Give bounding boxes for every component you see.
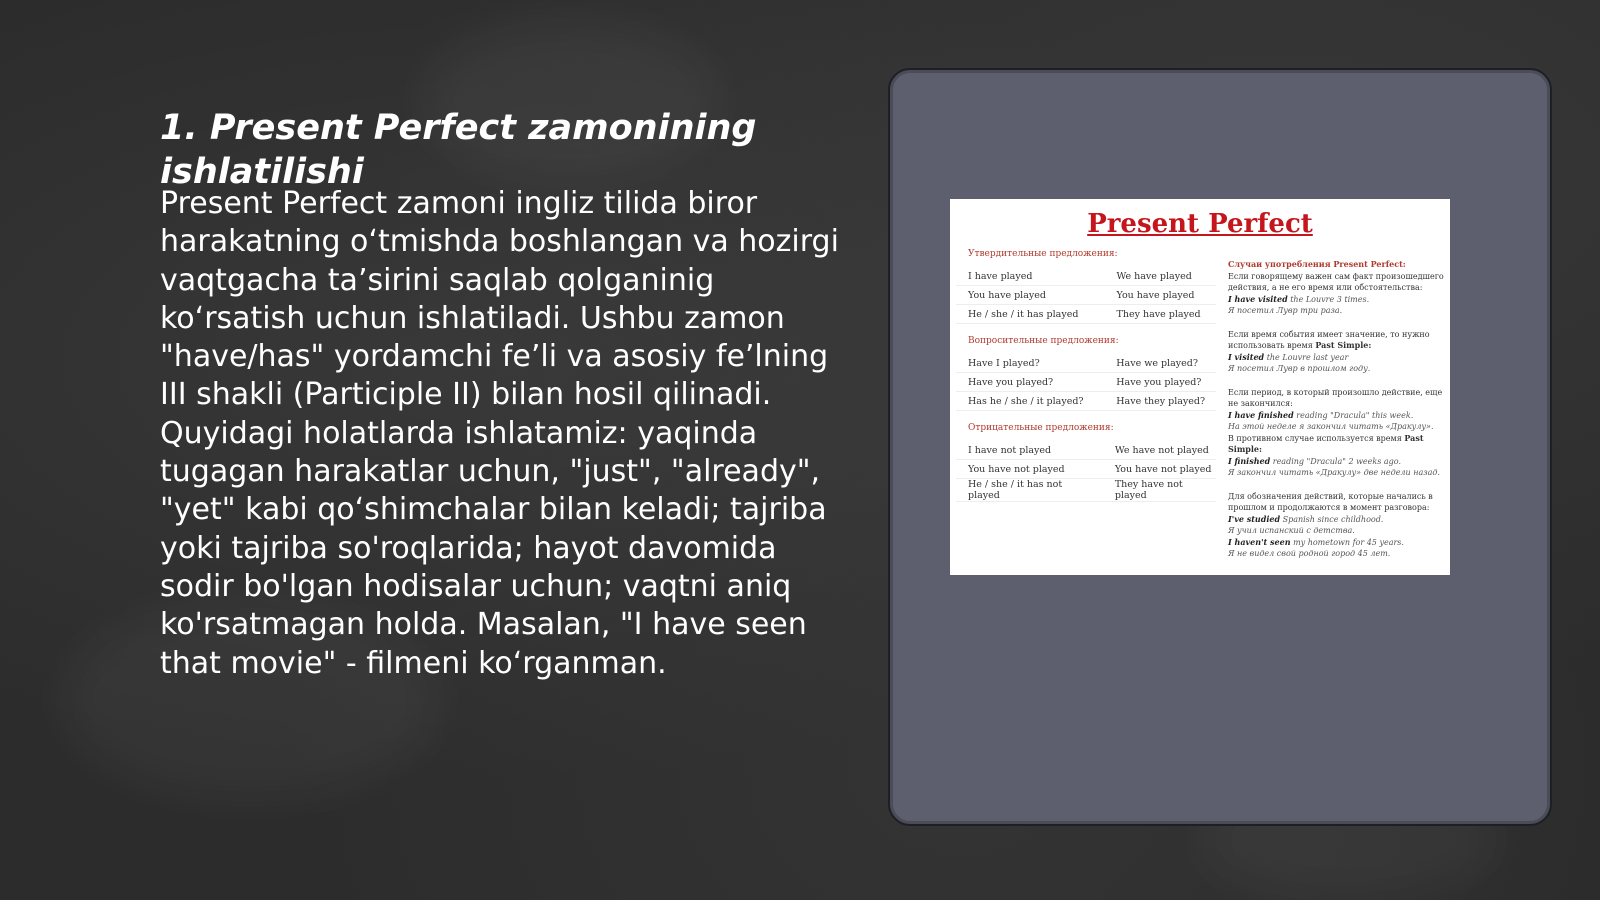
table-row bbox=[956, 460, 1216, 479]
table-cell: They have not played bbox=[1095, 479, 1216, 502]
usage-text: Если время события имеет значение, то нужно использовать время bbox=[1228, 329, 1430, 350]
table-cell: I have played bbox=[956, 267, 1097, 286]
table-cell: I have not played bbox=[956, 441, 1095, 460]
table-cell: We have played bbox=[1097, 267, 1217, 286]
usage-paragraph bbox=[1228, 271, 1444, 317]
table-cell: Have we played? bbox=[1096, 354, 1216, 373]
slide-title: 1. Present Perfect zamonining ishlatilishi bbox=[160, 108, 757, 192]
table-row bbox=[956, 354, 1216, 373]
table-row bbox=[956, 305, 1216, 324]
table-row bbox=[956, 441, 1216, 460]
table-row bbox=[956, 286, 1216, 305]
usage-paragraph bbox=[1228, 491, 1444, 560]
usage-text: В противном случае используется время bbox=[1228, 433, 1402, 443]
table-cell: You have played bbox=[956, 286, 1097, 305]
table-cell: Has he / she / it played? bbox=[956, 392, 1096, 411]
table-cell: You have not played bbox=[1095, 460, 1216, 479]
usage-translation: Я не видел свой родной город 45 лет. bbox=[1228, 549, 1391, 558]
table-cell: We have not played bbox=[1095, 441, 1216, 460]
present-perfect-image bbox=[950, 199, 1450, 575]
table-row bbox=[956, 392, 1216, 411]
usage-text: Если период, в который произошло действие, еще не закончился: bbox=[1228, 387, 1443, 408]
doc-title: Present Perfect bbox=[1087, 209, 1313, 239]
table-row bbox=[956, 267, 1216, 286]
table-cell: You have not played bbox=[956, 460, 1095, 479]
usage-translation: Я посетил Лувр три раза. bbox=[1228, 306, 1343, 315]
slide-body-text: Present Perfect zamoni ingliz tilida biror harakatning o‘tmishda boshlangan va hozirgi vaqtgacha ta’sirini saqlab qolganinig ko‘rsatish uchun ishlatiladi. Ushbu zamon "have/has" yordamchi fe’li va asosiy fe’lning III shakli (Participle II) bilan hosil qilinadi. Quyidagi holatlarda ishlatamiz: yaqinda tugagan harakatlar uchun, "just", "already", "yet" kabi qo‘shimchalar bilan keladi; tajriba yoki tajriba so'roqlarida; hayot davomida sodir bo'lgan hodisalar uchun; vaqtni aniq ko'rsatmagan holda. Masalan, "I have seen that movie" - filmeni ko‘rganman. bbox=[160, 186, 839, 681]
table-cell: He / she / it has not played bbox=[956, 479, 1095, 502]
table-cell: You have played bbox=[1097, 286, 1217, 305]
usage-example: I haven't seen my hometown for 45 years. bbox=[1228, 536, 1404, 547]
affirmative-table bbox=[956, 267, 1216, 324]
table-cell: He / she / it has played bbox=[956, 305, 1097, 324]
table-cell: Have you played? bbox=[956, 373, 1096, 392]
usage-heading: Случаи употребления Present Perfect: bbox=[1228, 259, 1406, 269]
usage-translation: Я учил испанский с детства. bbox=[1228, 526, 1355, 535]
negative-table bbox=[956, 441, 1216, 502]
table-row bbox=[956, 373, 1216, 392]
usage-example: I finished reading "Dracula" 2 weeks ago. bbox=[1228, 455, 1401, 466]
usage-paragraph bbox=[1228, 329, 1444, 375]
usage-translation: Я посетил Лувр в прошлом году. bbox=[1228, 364, 1371, 373]
usage-text: Если говорящему важен сам факт произошедшего действия, а не его время или обстоятельства: bbox=[1228, 271, 1444, 292]
usage-example: I visited the Louvre last year bbox=[1228, 351, 1349, 362]
usage-text-bold: Past Simple: bbox=[1315, 340, 1372, 350]
questions-table bbox=[956, 354, 1216, 411]
negative-heading: Отрицательные предложения: bbox=[968, 423, 1114, 433]
table-cell: Have I played? bbox=[956, 354, 1096, 373]
usage-example: I have visited the Louvre 3 times. bbox=[1228, 293, 1370, 304]
affirmative-heading: Утвердительные предложения: bbox=[968, 249, 1118, 259]
usage-notes bbox=[1228, 259, 1444, 572]
table-cell: Have they played? bbox=[1096, 392, 1216, 411]
usage-text: Для обозначения действий, которые начались в прошлом и продолжаются в момент разговора: bbox=[1228, 491, 1433, 512]
usage-translation: Я закончил читать «Дракулу» две недели назад. bbox=[1228, 468, 1440, 477]
usage-translation: На этой неделе я закончил читать «Дракулу». bbox=[1228, 422, 1434, 431]
usage-paragraph bbox=[1228, 387, 1444, 479]
conjugation-tables bbox=[956, 249, 1216, 514]
questions-heading: Вопросительные предложения: bbox=[968, 336, 1119, 346]
table-row bbox=[956, 479, 1216, 502]
table-cell: Have you played? bbox=[1096, 373, 1216, 392]
usage-example: I've studied Spanish since childhood. bbox=[1228, 513, 1384, 524]
table-cell: They have played bbox=[1097, 305, 1217, 324]
usage-text-bold: Past Simple: bbox=[1228, 432, 1424, 454]
usage-example: I have finished reading "Dracula" this week. bbox=[1228, 409, 1414, 420]
